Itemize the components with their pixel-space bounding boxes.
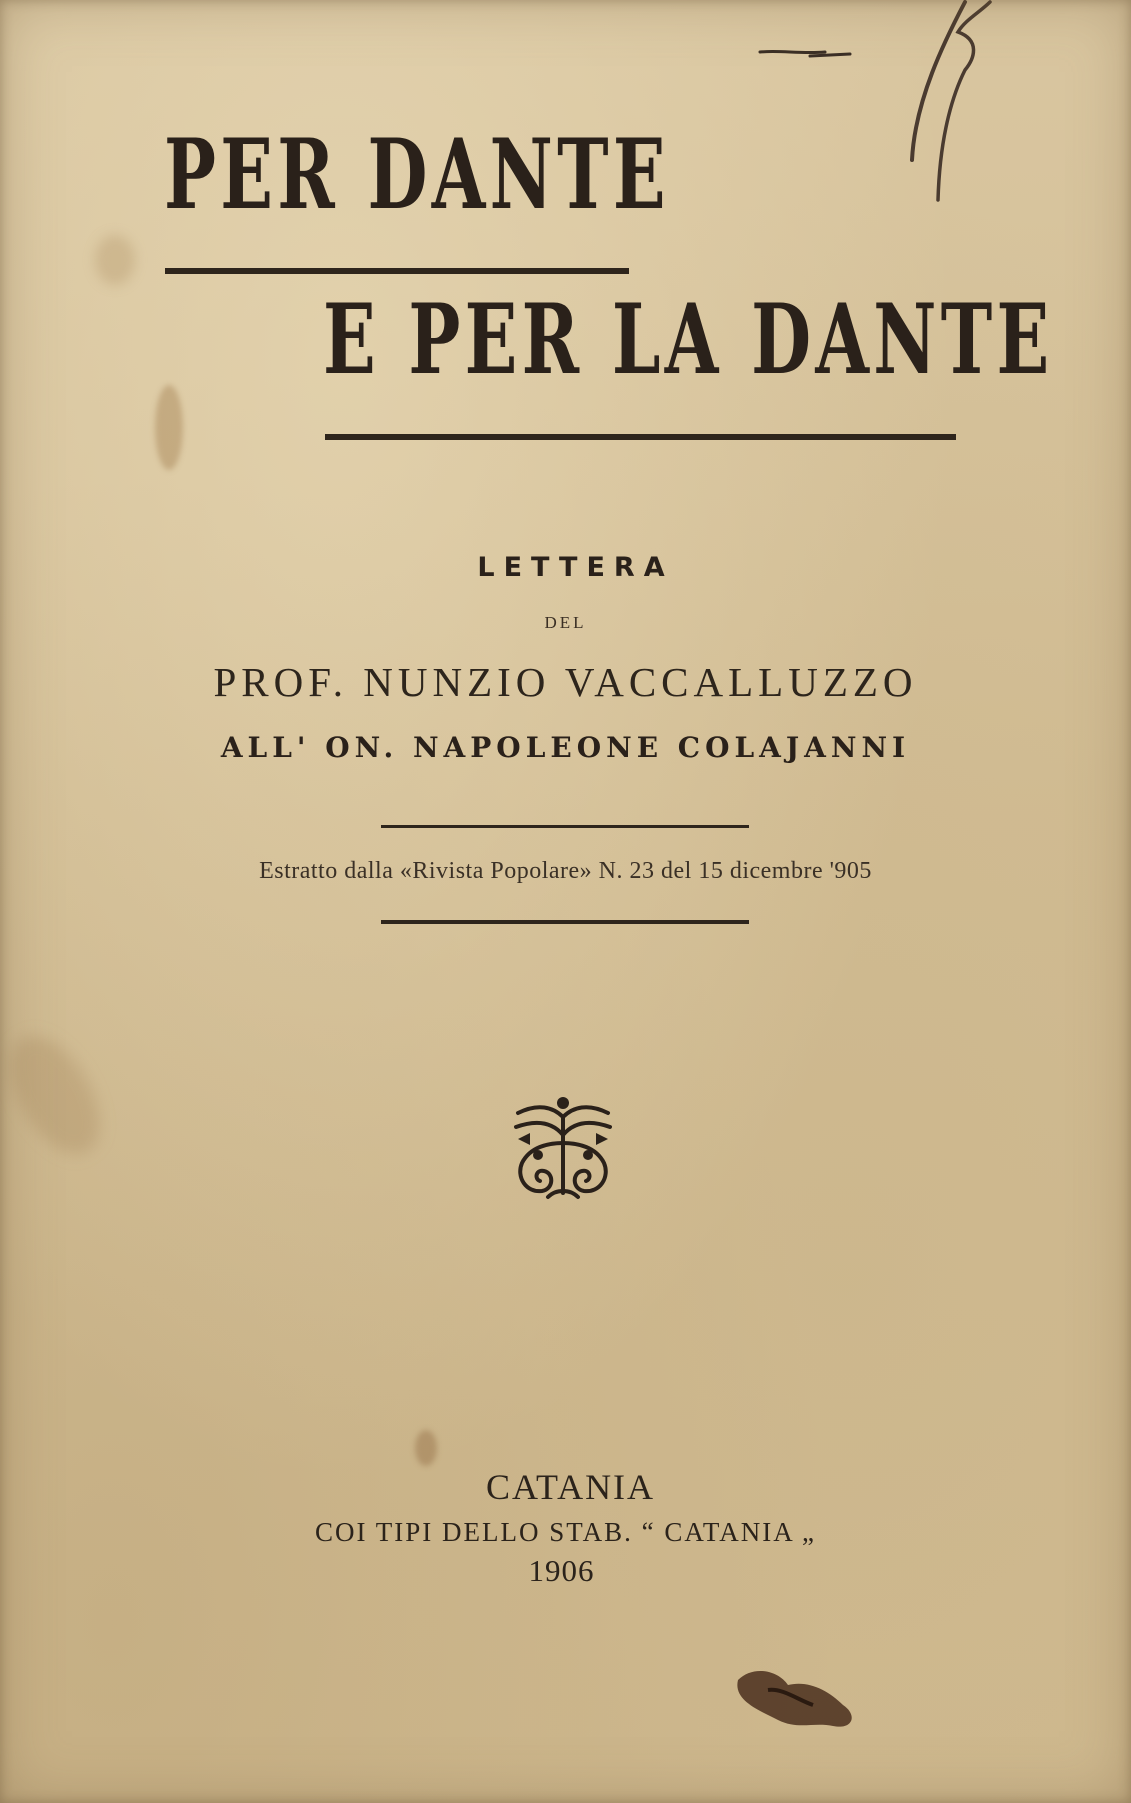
publication-city: CATANIA: [485, 1467, 656, 1507]
paper-stain: [95, 235, 135, 285]
divider-rule: [381, 825, 749, 828]
title-line-1: PER DANTE: [164, 118, 670, 231]
paper-stain: [0, 1021, 118, 1169]
handwritten-mark: [740, 0, 1040, 220]
author-name: PROF. NUNZIO VACCALLUZZO: [213, 659, 918, 705]
extract-note: Estratto dalla «Rivista Popolare» N. 23 del 15 dicembre '905: [259, 858, 872, 884]
divider-rule: [381, 920, 749, 924]
publication-year: 1906: [528, 1553, 595, 1588]
recipient-name: ALL' ON. NAPOLEONE COLAJANNI: [220, 731, 911, 764]
subtitle: LETTERA: [477, 552, 674, 583]
floral-ornament-icon: [508, 1093, 618, 1205]
printer-line: COI TIPI DELLO STAB. “ CATANIA „: [315, 1517, 816, 1547]
title-rule: [165, 268, 629, 274]
burn-mark: [728, 1660, 868, 1735]
paper-stain: [415, 1430, 437, 1466]
connector-text: DEL: [544, 613, 587, 632]
title-line-2: E PER LA DANTE: [323, 283, 1054, 396]
title-rule: [325, 434, 956, 440]
paper-stain: [155, 385, 183, 470]
